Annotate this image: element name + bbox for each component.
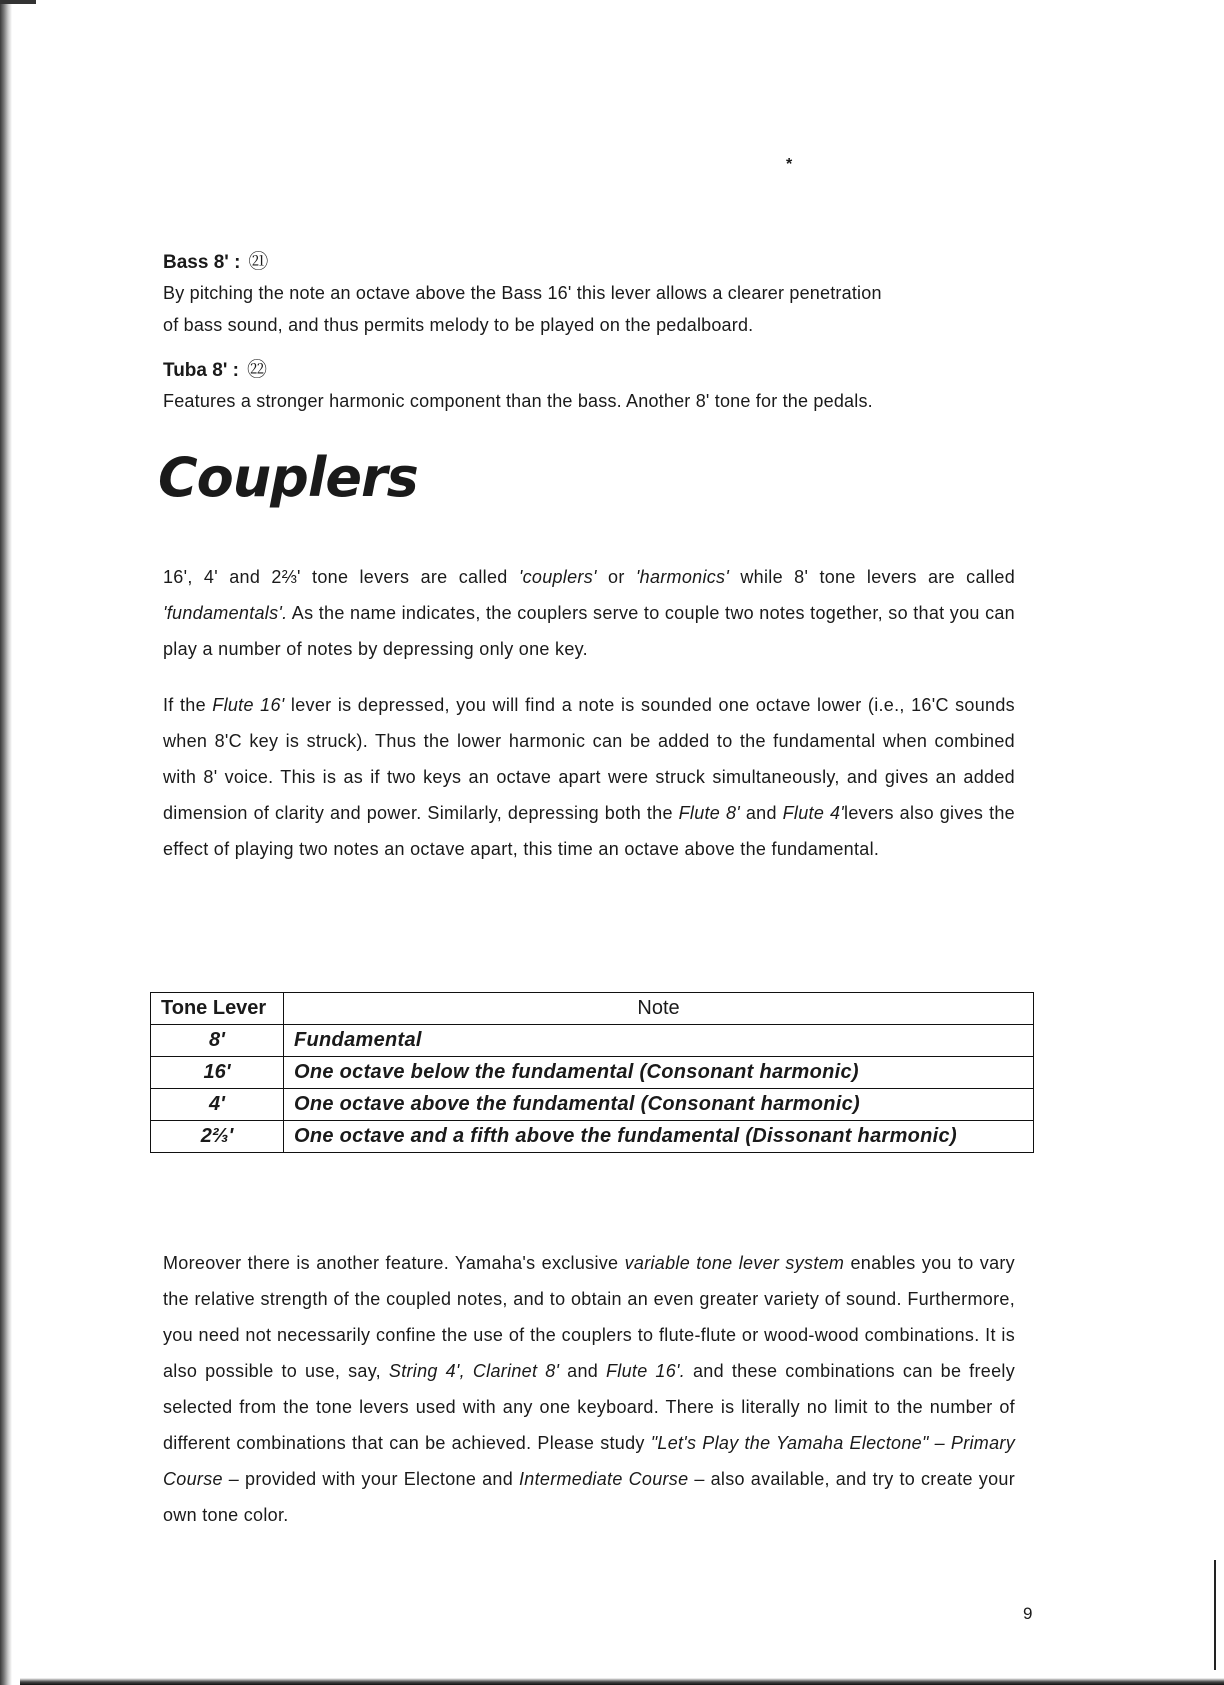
tone-lever-table (150, 992, 1034, 1153)
couplers-title: Couplers (158, 446, 418, 509)
table-row (151, 1025, 1034, 1057)
tuba8-section (163, 355, 1023, 417)
p1-fundamentals: 'fundamentals'. (163, 603, 288, 623)
moreover-intermediate-course: Intermediate Course (518, 1469, 689, 1489)
header-tone-lever: Tone Lever (151, 993, 284, 1025)
moreover-variable-system: variable tone lever system (624, 1253, 845, 1273)
row-lever: 16' (151, 1057, 284, 1089)
moreover-text-c: and (559, 1361, 606, 1381)
moreover-text-b: enables you to vary the relative strength of the coupled notes, and to obtain an even greater variety of sound. Furthermore, you need not necessarily confine the use of the couplers to flute-flute or wood-wood combinations. It is also possible to use, say, (163, 1253, 1015, 1381)
header-note: Note (284, 993, 1034, 1025)
p1-couplers: 'couplers' (518, 567, 597, 587)
moreover-text-d: and these combinations can be freely selected from the tone levers used with any one keyboard. There is literally no limit to the number of different combinations that can be achieved. Please study (163, 1361, 1015, 1453)
row-note: Fundamental (284, 1025, 1034, 1057)
p2-flute16: Flute 16' (212, 695, 285, 715)
row-lever: 2⅔' (151, 1121, 284, 1153)
table-row (151, 1057, 1034, 1089)
tuba8-title: Tuba 8' : (163, 360, 239, 381)
bass8-text-line-1: By pitching the note an octave above the Bass 16' this lever allows a clearer penetration (163, 283, 882, 303)
table-header-row (151, 993, 1034, 1025)
scan-edge-right (1214, 1560, 1216, 1670)
couplers-paragraph-2 (163, 687, 1015, 867)
scan-edge-left (0, 0, 12, 1685)
p1-text-d: As the name indicates, the couplers serve to couple two notes together, so that you can play a number of notes by depressing only one key. (163, 603, 1015, 659)
couplers-paragraph-1 (163, 559, 1015, 667)
tuba8-text: Features a stronger harmonic component than the bass. Another 8' tone for the pedals. (163, 391, 873, 411)
p1-text-c: while 8' tone levers are called (729, 567, 1015, 587)
p1-harmonics: 'harmonics' (635, 567, 730, 587)
p2-text-c: and (740, 803, 783, 823)
bass8-text-line-2: of bass sound, and thus permits melody to be played on the pedalboard. (163, 315, 754, 335)
tuba8-number: ㉒ (246, 359, 267, 381)
scan-edge-top (0, 0, 36, 4)
p1-text-a: 16', 4' and 2⅔' tone levers are called (163, 567, 519, 587)
bass8-number: ㉑ (248, 251, 269, 273)
row-lever: 4' (151, 1089, 284, 1121)
p1-text-b: or (596, 567, 636, 587)
table-row (151, 1121, 1034, 1153)
p2-flute8: Flute 8' (678, 803, 740, 823)
tuba8-heading (163, 355, 1023, 385)
p2-text-b: lever is depressed, you will find a note is sounded one octave lower (i.e., 16'C sounds when 8'C key is struck). Thus the lower harmonic can be added to the fundamental when combined with 8' voice. This is as if two keys an octave apart were struck simultaneously, and gives an added dimension of clarity and power. Similarly, depressing both the (163, 695, 1015, 823)
stray-mark: * (786, 156, 793, 173)
row-note: One octave below the fundamental (Consonant harmonic) (284, 1057, 1034, 1089)
page-number: 9 (1023, 1604, 1033, 1623)
moreover-text-e: provided with your Electone and (239, 1469, 519, 1489)
scan-edge-bottom (20, 1678, 1224, 1685)
moreover-string4-clarinet8: String 4', Clarinet 8' (388, 1361, 560, 1381)
moreover-text-f: – also available, and try to create your own tone color. (163, 1469, 1015, 1525)
moreover-flute16: Flute 16'. (606, 1361, 686, 1381)
moreover-lets-play: "Let's Play the Yamaha Electone" – Primary Course – (163, 1433, 1015, 1489)
row-note: One octave and a fifth above the fundamental (Dissonant harmonic) (284, 1121, 1034, 1153)
bass8-heading (163, 247, 1023, 277)
p2-flute4: Flute 4' (782, 803, 845, 823)
table-row (151, 1089, 1034, 1121)
bass8-section (163, 247, 1023, 341)
row-lever: 8' (151, 1025, 284, 1057)
bass8-title: Bass 8' : (163, 252, 241, 273)
row-note: One octave above the fundamental (Consonant harmonic) (284, 1089, 1034, 1121)
moreover-text-a: Moreover there is another feature. Yamaha's exclusive (163, 1253, 625, 1273)
p2-text-a: If the (163, 695, 213, 715)
p2-text-d: levers also gives the effect of playing two notes an octave apart, this time an octave above the fundamental. (163, 803, 1015, 859)
moreover-paragraph (163, 1245, 1015, 1533)
